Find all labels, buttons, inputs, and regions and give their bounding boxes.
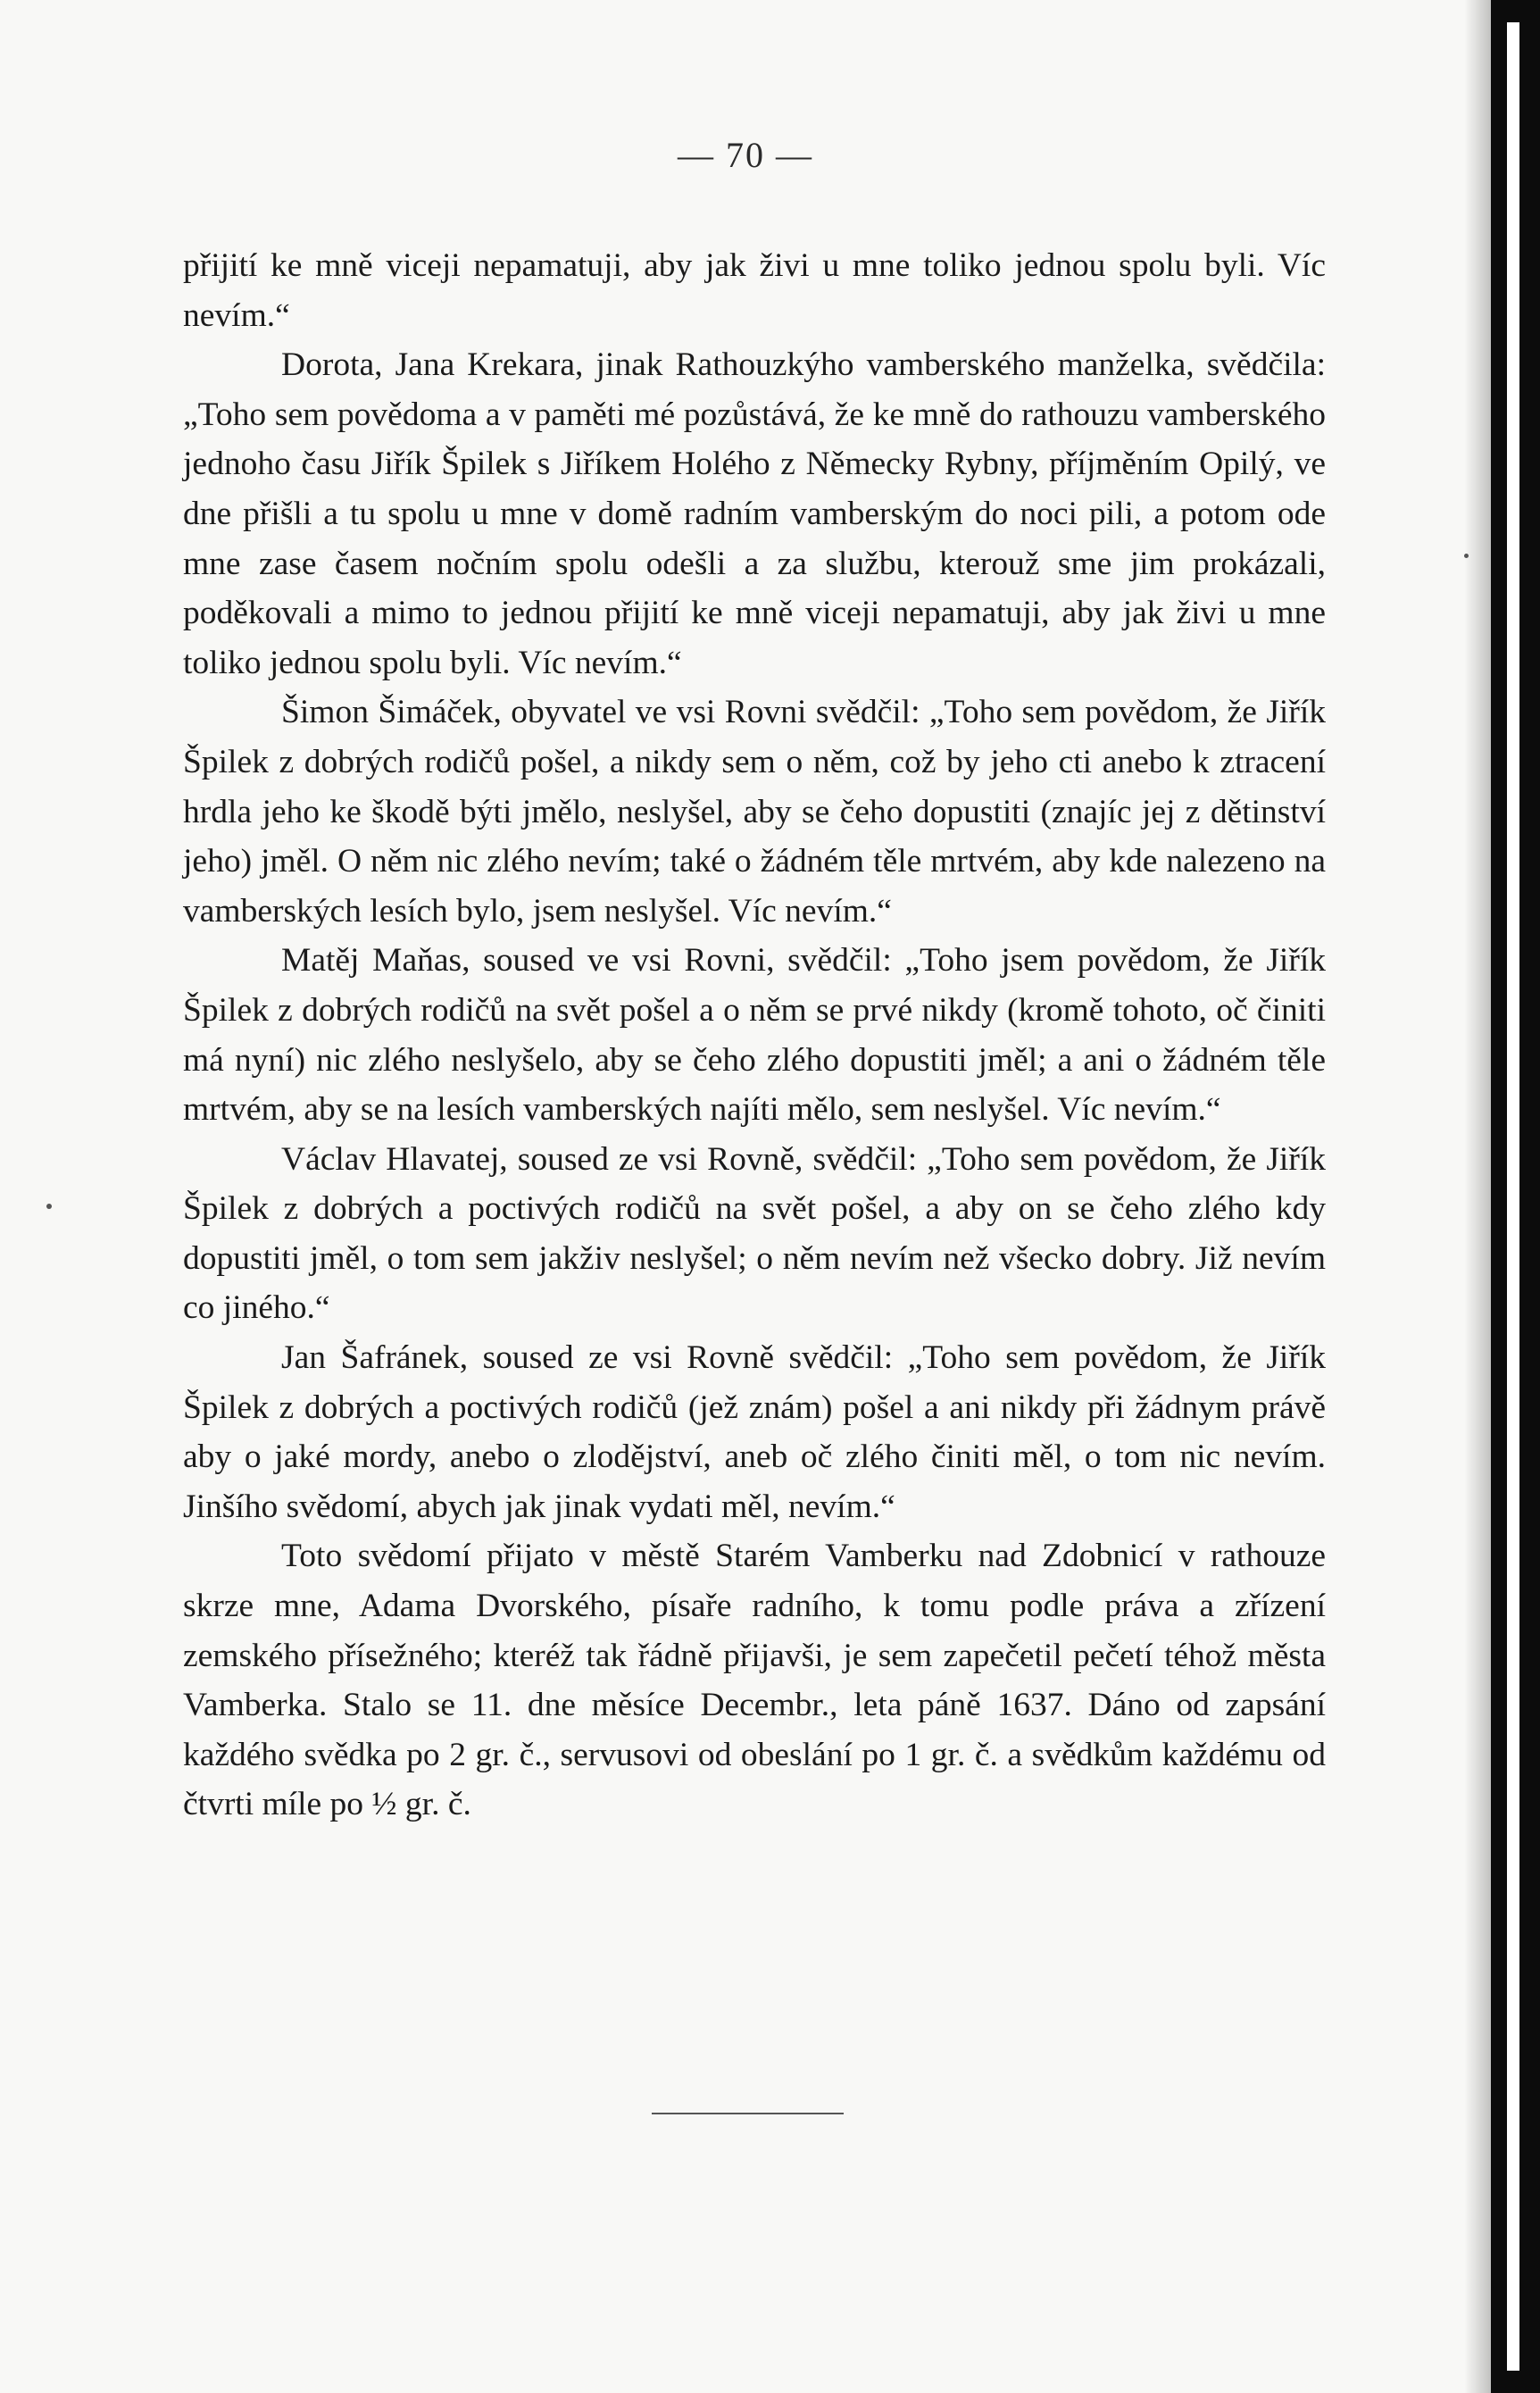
scan-speck [46, 1204, 52, 1209]
paragraph: Šimon Šimáček, obyvatel ve vsi Rovni svědčil: „Toho sem povědom, že Jiřík Špilek z dobrých rodičů pošel, a nikdy sem o něm, což by jeho cti anebo k ztracení hrdla jeho ke škodě býti jmělo, neslyšel, aby se čeho dopustiti (znajíc jej z dětinství jeho) jměl. O něm nic zlého nevím; také o žádném těle mrtvém, aby kde nalezeno na vamberských lesích bylo, jsem neslyšel. Víc nevím.“ [183, 694, 1326, 930]
paragraph: Václav Hlavatej, soused ze vsi Rovně, svědčil: „Toho sem povědom, že Jiřík Špilek z dobrých a poctivých rodičů na svět pošel, a aby on se čeho zlého kdy dopustiti jměl, o tom sem jakživ neslyšel; o něm nevím než všecko dobry. Již nevím co jiného.“ [183, 1140, 1326, 1327]
paragraph: přijití ke mně viceji nepamatuji, aby jak živi u mne toliko jednou spolu byli. Víc nevím.“ [183, 247, 1326, 334]
paragraph: Jan Šafránek, soused ze vsi Rovně svědčil: „Toho sem povědom, že Jiřík Špilek z dobrých a poctivých rodičů (jež znám) pošel a ani nikdy při žádnym právě aby o jaké mordy, anebo o zlodějství, aneb oč zlého činiti měl, o tom nic nevím. Jinšího svědomí, abych jak jinak vydati měl, nevím.“ [183, 1339, 1326, 1525]
paragraph: Toto svědomí přijato v městě Starém Vamberku nad Zdobnicí v rathouze skrze mne, Adama Dvorského, písaře radního, k tomu podle práva a zřízení zemského přísežného; kteréž tak řádně přijavši, je sem zapečetil pečetí téhož města Vamberka. Stalo se 11. dne měsíce Decembr., leta páně 1637. Dáno od zapsání každého svědka po 2 gr. č., servusovi od obeslání po 1 gr. č. a svědkům každému od čtvrti míle po ½ gr. č. [183, 1538, 1326, 1823]
body-text [183, 241, 1326, 1830]
paragraph: Dorota, Jana Krekara, jinak Rathouzkýho vamberského manželka, svědčila: „Toho sem povědoma a v paměti mé pozůstává, že ke mně do rathouzu vamberského jednoho času Jiřík Špilek s Jiříkem Holého z Německy Rybny, příjměním Opilý, ve dne přišli a tu spolu u mne v domě radním vamberským do noci pili, a potom ode mne zase časem nočním spolu odešli a za službu, kterouž sme jim prokázali, poděkovali a mimo to jednou přijití ke mně viceji nepamatuji, aby jak živi u mne toliko jednou spolu byli. Víc nevím.“ [183, 346, 1326, 681]
paragraph: Matěj Maňas, soused ve vsi Rovni, svědčil: „Toho jsem povědom, že Jiřík Špilek z dobrých rodičů na svět pošel a o něm se prvé nikdy (kromě tohoto, oč činiti má nyní) nic zlého neslyšelo, aby se čeho zlého dopustiti jměl; a ani o žádném těle mrtvém, aby se na lesích vamberských najíti mělo, sem neslyšel. Víc nevím.“ [183, 942, 1326, 1129]
page-number: — 70 — [678, 135, 813, 175]
scan-edge-strip [1507, 22, 1519, 2371]
closing-rule [652, 2113, 844, 2114]
gutter-shadow [1464, 0, 1491, 2393]
